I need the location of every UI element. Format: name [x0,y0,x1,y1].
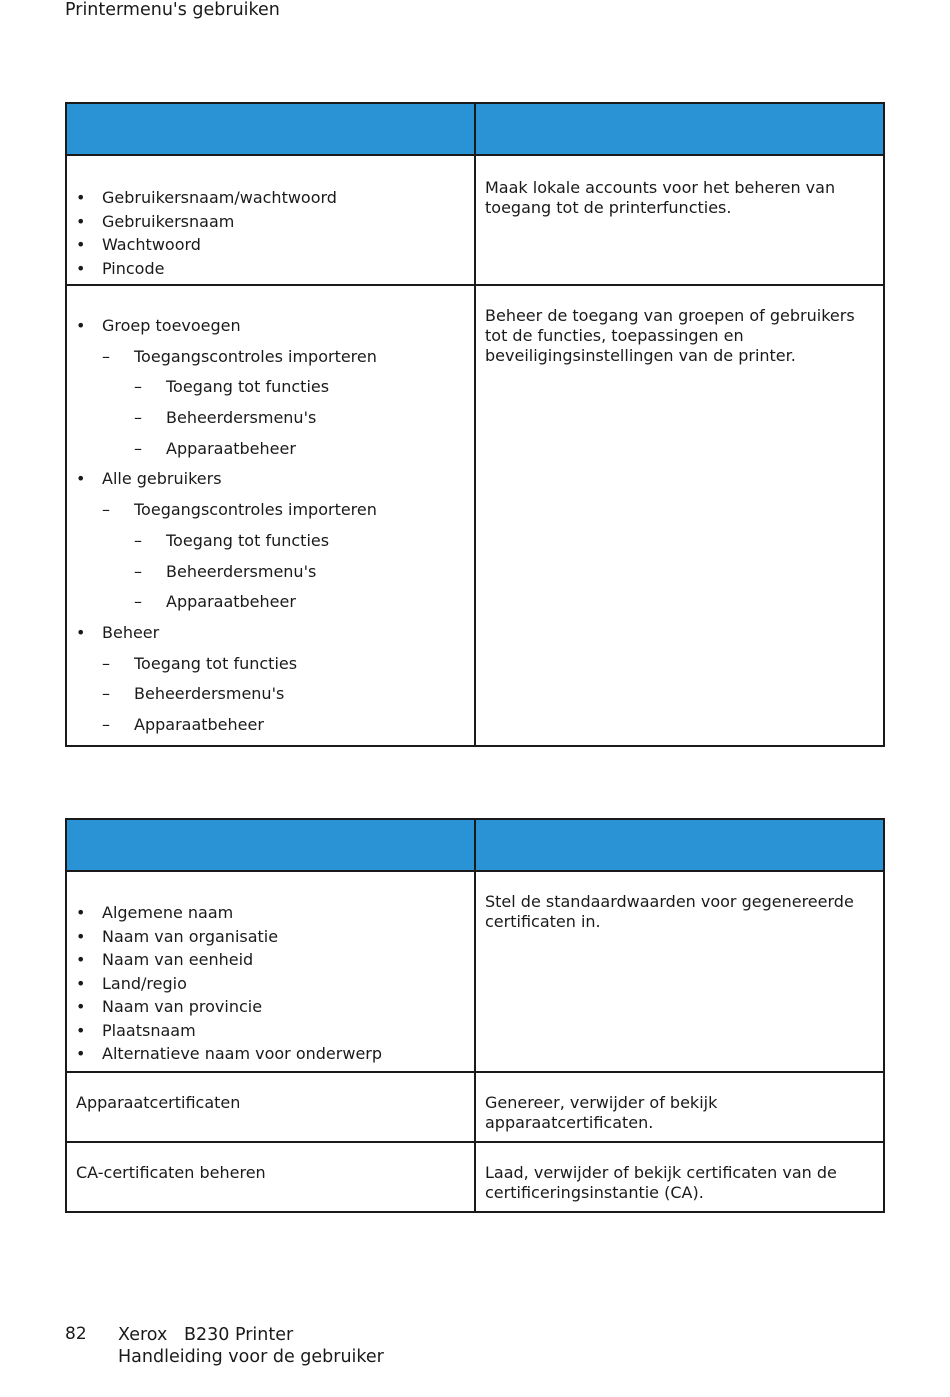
certificate-field-list [67,872,474,1070]
table-header-row [66,819,884,871]
sub-item: – Apparaatbeheer [76,710,465,741]
list-item: • Beheer [76,618,465,649]
header-cell-right [475,103,884,155]
list-item: • Pincode [76,257,465,281]
list-item: • Algemene naam [76,901,465,925]
sub-sub-item: – Apparaatbeheer [76,587,465,618]
list-item: • Plaatsnaam [76,1019,465,1043]
list-item: • Land/regio [76,972,465,996]
list-item: • Gebruikersnaam [76,210,465,234]
table-row [66,871,884,1072]
table-row [66,285,884,746]
list-item: • Wachtwoord [76,233,465,257]
row-description: Beheer de toegang van groepen of gebruikers tot de functies, toepassingen en beveiligingsinstellingen van de printer. [485,306,855,365]
footer-guide: Handleiding voor de gebruiker [118,1347,384,1367]
sub-item: – Beheerdersmenu's [76,679,465,710]
footer-title [118,1324,384,1368]
table-row [66,155,884,285]
list-item: • Naam van provincie [76,995,465,1019]
list-item: • Gebruikersnaam/wachtwoord [76,186,465,210]
running-header: Printermenu's gebruiken [65,0,280,20]
sub-sub-item: – Apparaatbeheer [76,434,465,465]
list-item: • Alle gebruikers [76,464,465,495]
table-row [66,1072,884,1142]
table-row [66,1142,884,1212]
row-description: Laad, verwijder of bekijk certificaten van de certificeringsinstantie (CA). [485,1163,837,1202]
sub-item: – Toegang tot functies [76,649,465,680]
list-item: • Alternatieve naam voor onderwerp [76,1042,465,1066]
sub-sub-item: – Toegang tot functies [76,372,465,403]
table-header-row [66,103,884,155]
sub-sub-item: – Beheerdersmenu's [76,403,465,434]
list-item: • Naam van eenheid [76,948,465,972]
footer-product: Xerox B230 Printer [118,1325,294,1345]
list-item: • Groep toevoegen [76,311,465,342]
certificates-table [65,818,885,1213]
row-label: Apparaatcertificaten [76,1093,241,1112]
sub-sub-item: – Beheerdersmenu's [76,557,465,588]
row-description: Stel de standaardwaarden voor gegenereerde certificaten in. [485,892,854,931]
account-type-list [67,156,474,284]
row-description: Genereer, verwijder of bekijk apparaatcertificaten. [485,1093,718,1132]
header-cell-right [475,819,884,871]
page-number: 82 [65,1324,87,1344]
list-item: • Naam van organisatie [76,925,465,949]
row-label: CA-certificaten beheren [76,1163,266,1182]
row-description: Maak lokale accounts voor het beheren van toegang tot de printerfuncties. [485,178,836,217]
sub-item: – Toegangscontroles importeren [76,342,465,373]
local-accounts-table [65,102,885,747]
group-outline-list [67,286,474,745]
header-cell-left [66,103,475,155]
sub-sub-item: – Toegang tot functies [76,526,465,557]
sub-item: – Toegangscontroles importeren [76,495,465,526]
header-cell-left [66,819,475,871]
